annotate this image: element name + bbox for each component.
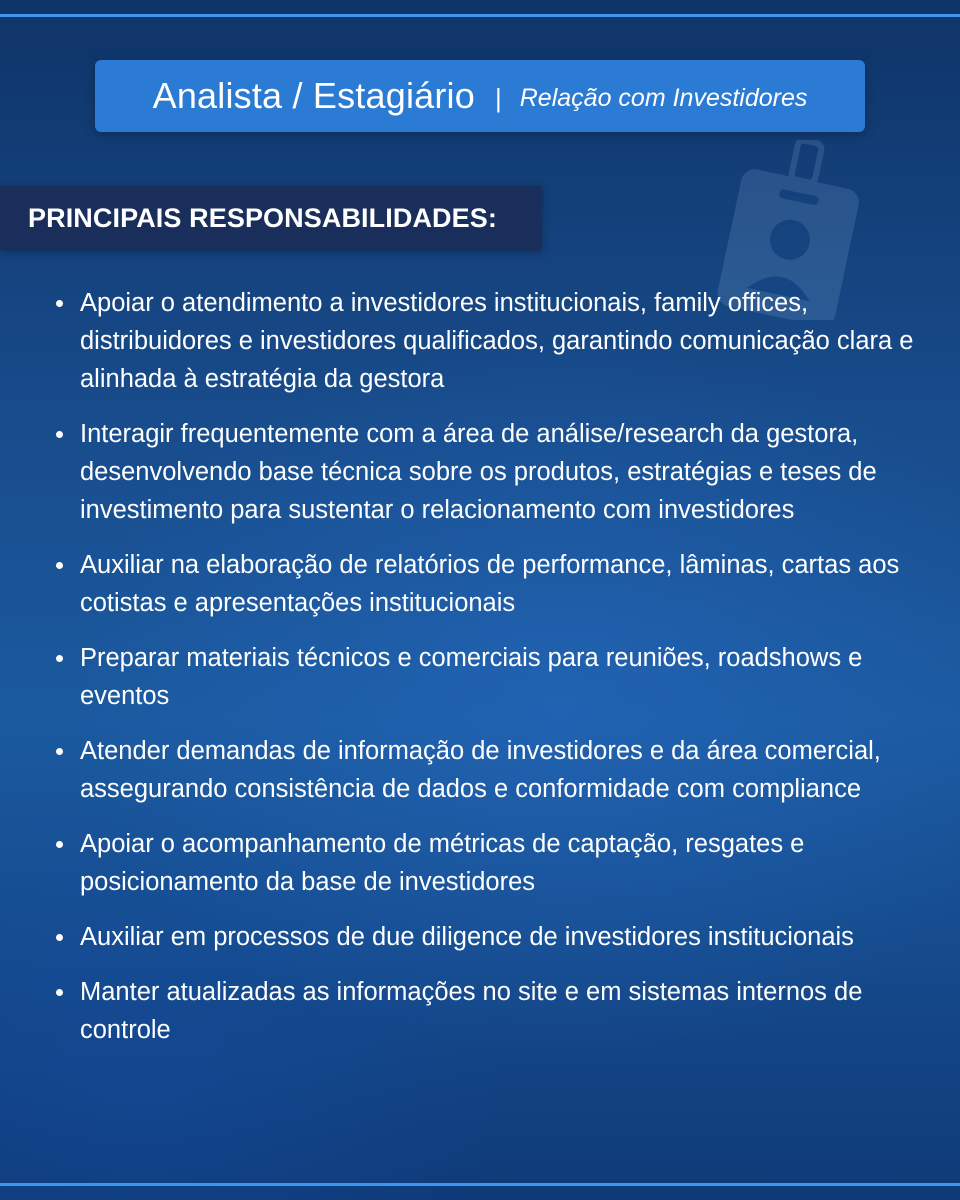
list-item [56,284,936,398]
list-item [56,918,936,956]
section-title: PRINCIPAIS RESPONSABILIDADES: [28,202,497,233]
list-item-text: Apoiar o acompanhamento de métricas de captação, resgates e posicionamento da base de investidores [80,830,805,896]
bullet-icon [56,748,63,755]
bullet-icon [56,841,63,848]
list-item-text: Preparar materiais técnicos e comerciais para reuniões, roadshows e eventos [80,644,863,710]
title-box [95,60,865,132]
list-item-text: Auxiliar na elaboração de relatórios de performance, lâminas, cartas aos cotistas e apresentações institucionais [80,551,900,617]
list-item [56,825,936,901]
bullet-icon [56,934,63,941]
bullet-icon [56,562,63,569]
bottom-accent-line [0,1183,960,1186]
list-item-text: Manter atualizadas as informações no site e em sistemas internos de controle [80,978,863,1044]
bullet-icon [56,655,63,662]
list-item-text: Apoiar o atendimento a investidores institucionais, family offices, distribuidores e investidores qualificados, garantindo comunicação clara e alinhada à estratégia da gestora [80,289,914,393]
bullet-icon [56,989,63,996]
responsibilities-list [56,284,936,1066]
title-separator: | [494,82,502,113]
list-item-text: Interagir frequentemente com a área de análise/research da gestora, desenvolvendo base técnica sobre os produtos, estratégias e teses de investimento para sustentar o relacionamento com investidores [80,420,877,524]
list-item [56,415,936,529]
section-banner [0,186,542,250]
list-item-text: Atender demandas de informação de investidores e da área comercial, assegurando consistência de dados e conformidade com compliance [80,737,881,803]
list-item [56,973,936,1049]
list-item-text: Auxiliar em processos de due diligence de investidores institucionais [80,923,854,951]
list-item [56,546,936,622]
list-item [56,639,936,715]
list-item [56,732,936,808]
bullet-icon [56,431,63,438]
bullet-icon [56,300,63,307]
job-role-title: Analista / Estagiário [152,75,475,116]
top-accent-line [0,14,960,17]
job-area-subtitle: Relação com Investidores [519,83,808,112]
